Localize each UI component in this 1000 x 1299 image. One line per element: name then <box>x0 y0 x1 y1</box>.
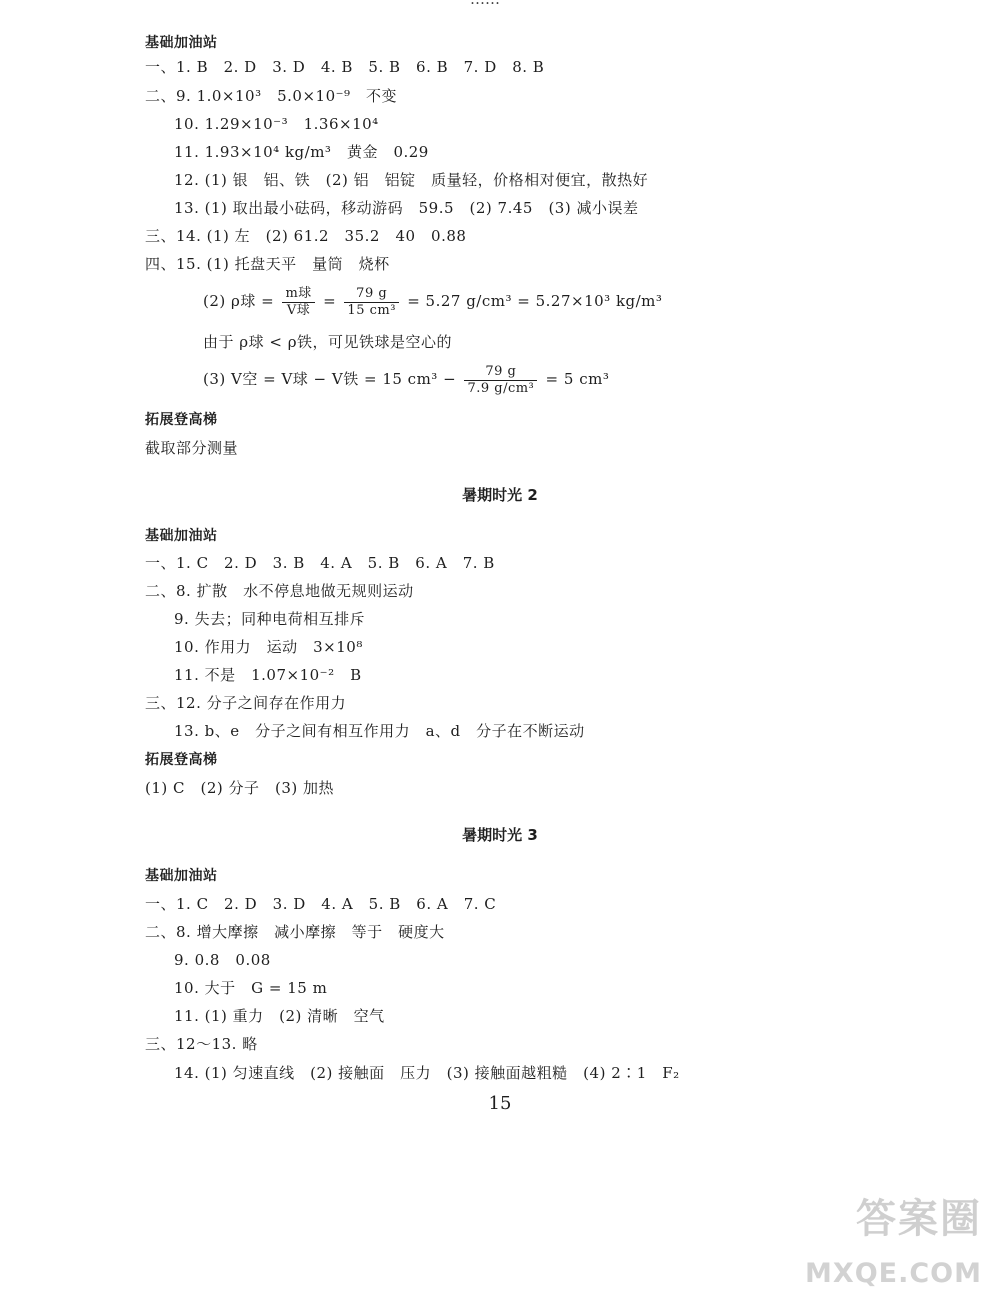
answer-line: (1) C (2) 分子 (3) 加热 <box>145 779 335 797</box>
denominator: 7.9 g/cm³ <box>467 380 535 396</box>
fraction <box>344 286 399 319</box>
answer-line: 由于 ρ球 < ρ铁，可见铁球是空心的 <box>203 333 453 351</box>
fraction <box>464 364 537 397</box>
formula-text: = <box>323 292 337 310</box>
formula-density <box>203 283 662 319</box>
cut-off-header <box>470 0 500 8</box>
answer-line: 截取部分测量 <box>145 439 239 457</box>
answer-line: 12. (1) 银 铝、铁 (2) 铝 铝锭 质量轻，价格相对便宜，散热好 <box>174 171 649 189</box>
answer-line: 一、1. C 2. D 3. D 4. A 5. B 6. A 7. C <box>145 895 497 913</box>
extension-heading: 拓展登高梯 <box>145 412 218 428</box>
answer-line: 一、1. B 2. D 3. D 4. B 5. B 6. B 7. D 8. B <box>145 58 545 76</box>
answer-line: 四、15. (1) 托盘天平 量筒 烧杯 <box>145 255 390 273</box>
formula-text: = 5 cm³ <box>545 370 610 388</box>
section-title: 暑期时光 3 <box>462 826 538 844</box>
watermark <box>803 1181 988 1293</box>
answer-line: 10. 作用力 运动 3×10⁸ <box>174 638 363 656</box>
section-title: 暑期时光 2 <box>462 486 538 504</box>
formula-text: (3) V空 = V球 − V铁 = 15 cm³ − <box>203 370 457 388</box>
answer-line: 11. 1.93×10⁴ kg/m³ 黄金 0.29 <box>174 143 429 161</box>
numerator: 79 g <box>344 286 399 303</box>
fraction <box>282 286 314 319</box>
answer-line: 11. (1) 重力 (2) 清晰 空气 <box>174 1007 385 1025</box>
answer-line: 一、1. C 2. D 3. B 4. A 5. B 6. A 7. B <box>145 554 495 572</box>
denominator: V球 <box>286 302 311 318</box>
section-heading: 基础加油站 <box>145 528 218 544</box>
answer-line: 14. (1) 匀速直线 (2) 接触面 压力 (3) 接触面越粗糙 (4) 2∶1 F₂ <box>174 1064 680 1082</box>
formula-text: = 5.27 g/cm³ = 5.27×10³ kg/m³ <box>407 292 663 310</box>
answer-line: 二、8. 扩散 水不停息地做无规则运动 <box>145 582 414 600</box>
numerator: m球 <box>282 286 314 303</box>
answer-line: 13. b、e 分子之间有相互作用力 a、d 分子在不断运动 <box>174 722 585 740</box>
answer-line: 9. 失去；同种电荷相互排斥 <box>174 610 366 628</box>
watermark-logo: 答案圈 <box>856 1196 982 1242</box>
answer-line: 10. 1.29×10⁻³ 1.36×10⁴ <box>174 115 379 133</box>
answer-line: 三、14. (1) 左 (2) 61.2 35.2 40 0.88 <box>145 227 467 245</box>
section-heading: 基础加油站 <box>145 868 218 884</box>
numerator: 79 g <box>464 364 537 381</box>
formula-volume <box>203 361 609 397</box>
extension-heading: 拓展登高梯 <box>145 752 218 768</box>
answer-line: 10. 大于 G = 15 m <box>174 979 328 997</box>
watermark-url: MXQE.COM <box>805 1258 982 1289</box>
page-number: 15 <box>488 1093 512 1114</box>
section-heading: 基础加油站 <box>145 35 218 51</box>
formula-text: (2) ρ球 = <box>203 292 275 310</box>
answer-line: 13. (1) 取出最小砝码，移动游码 59.5 (2) 7.45 (3) 减小误差 <box>174 199 639 217</box>
answer-line: 11. 不是 1.07×10⁻² B <box>174 666 362 684</box>
answer-line: 二、8. 增大摩擦 减小摩擦 等于 硬度大 <box>145 923 445 941</box>
denominator: 15 cm³ <box>347 302 396 318</box>
answer-line: 9. 0.8 0.08 <box>174 951 271 969</box>
answer-line: 二、9. 1.0×10³ 5.0×10⁻⁹ 不变 <box>145 87 398 105</box>
answer-line: 三、12～13. 略 <box>145 1035 258 1053</box>
answer-line: 三、12. 分子之间存在作用力 <box>145 694 347 712</box>
